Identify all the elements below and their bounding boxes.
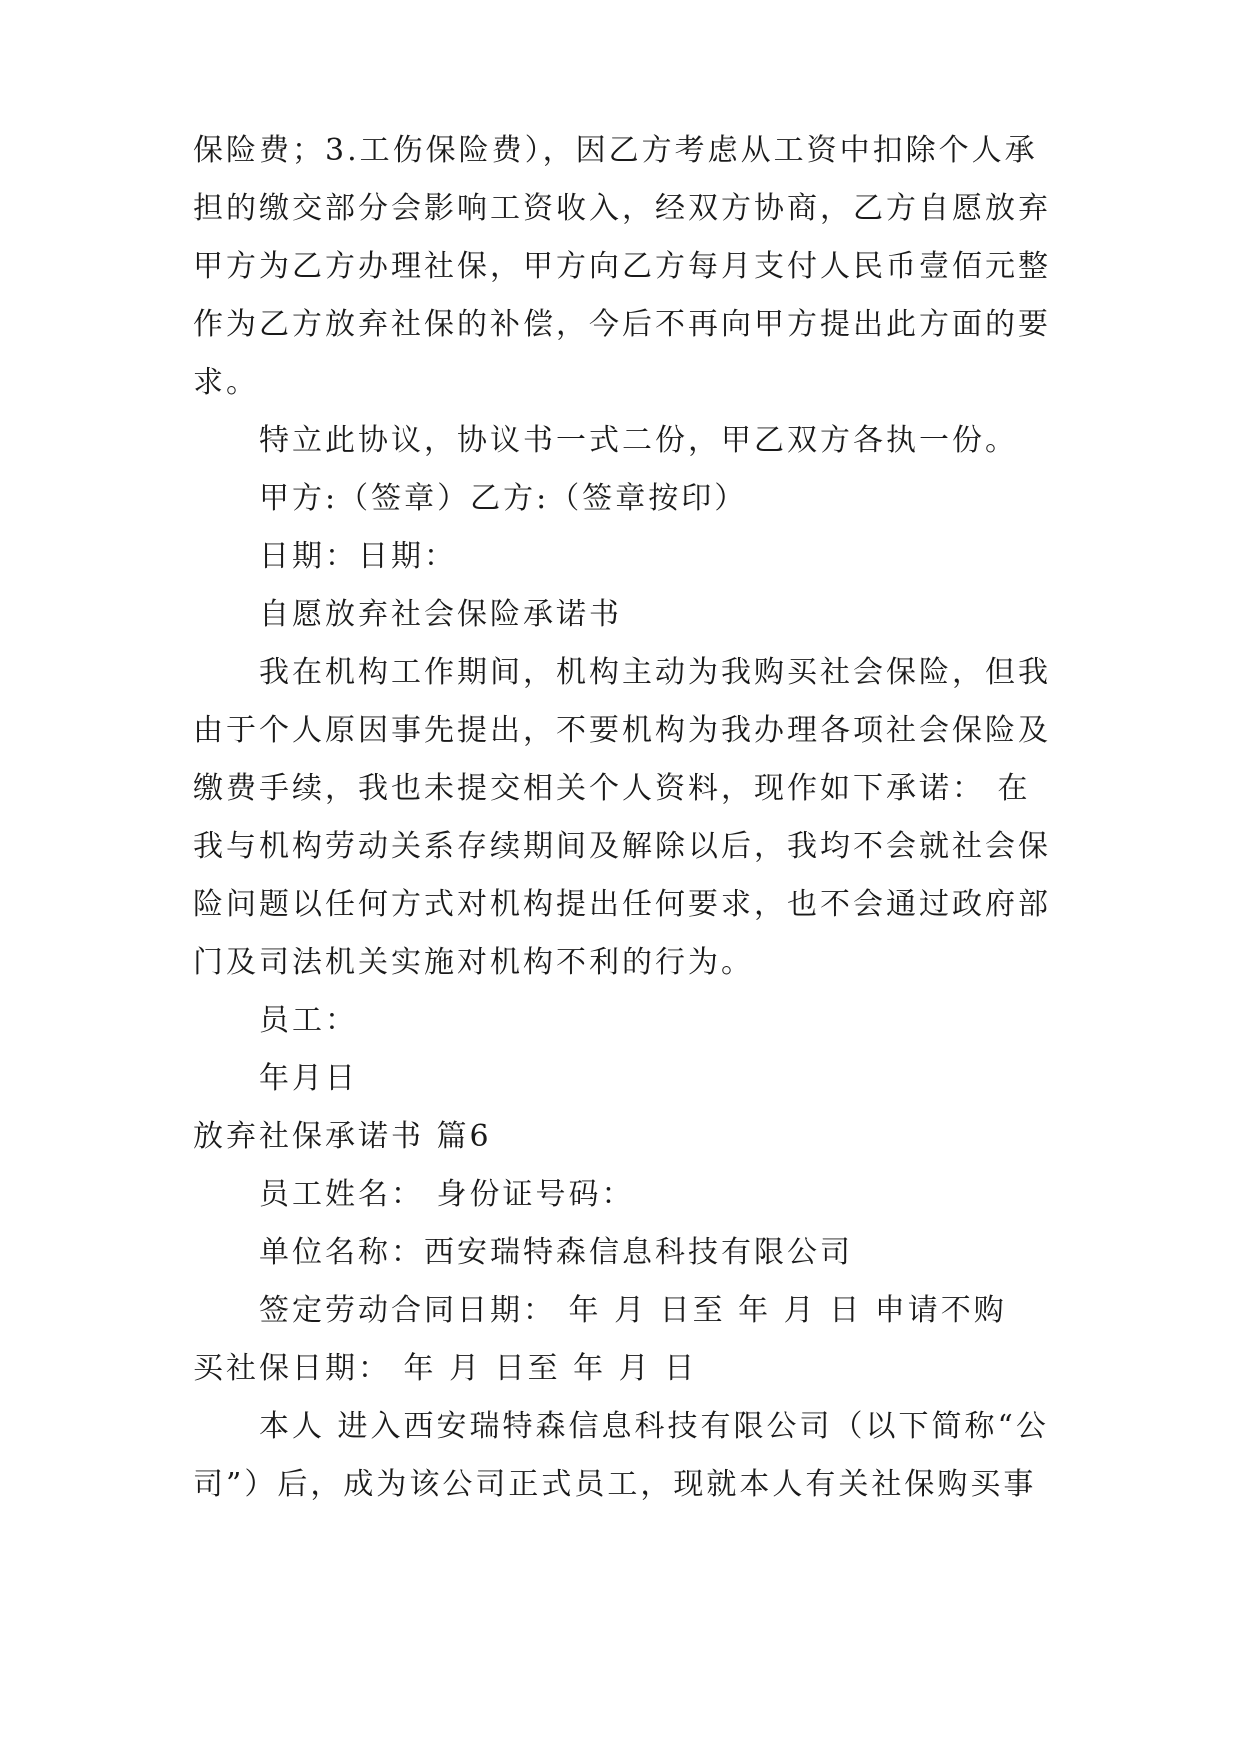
text-line: 担的缴交部分会影响工资收入，经双方协商，乙方自愿放弃 [193, 191, 1051, 226]
document-body [193, 122, 1053, 1514]
section-heading: 放弃社保承诺书 篇6 [193, 1119, 492, 1154]
text-line: 签定劳动合同日期： 年 月 日至 年 月 日 申请不购 [259, 1293, 1007, 1328]
text-line: 司”）后，成为该公司正式员工，现就本人有关社保购买事 [193, 1467, 1037, 1502]
text-line: 我在机构工作期间，机构主动为我购买社会保险，但我 [259, 655, 1051, 690]
text-line: 年月日 [259, 1061, 358, 1096]
text-line: 日期：日期： [259, 539, 457, 574]
text-line: 我与机构劳动关系存续期间及解除以后，我均不会就社会保 [193, 829, 1051, 864]
text-line: 保险费；3.工伤保险费），因乙方考虑从工资中扣除个人承 [193, 133, 1038, 168]
text-line: 甲方:（签章）乙方:（签章按印） [259, 481, 748, 516]
section-title: 自愿放弃社会保险承诺书 [259, 597, 622, 632]
text-line: 由于个人原因事先提出，不要机构为我办理各项社会保险及 [193, 713, 1051, 748]
text-line: 买社保日期： 年 月 日至 年 月 日 [193, 1351, 698, 1386]
text-line: 险问题以任何方式对机构提出任何要求，也不会通过政府部 [193, 887, 1051, 922]
text-line: 门及司法机关实施对机构不利的行为。 [193, 945, 754, 980]
text-line: 本人 进入西安瑞特森信息科技有限公司（以下简称“公 [259, 1409, 1049, 1444]
text-line: 求。 [193, 365, 259, 400]
text-line: 员工： [259, 1003, 358, 1038]
text-line: 员工姓名： 身份证号码： [259, 1177, 635, 1212]
text-line: 特立此协议，协议书一式二份，甲乙双方各执一份。 [259, 423, 1018, 458]
text-line: 缴费手续，我也未提交相关个人资料，现作如下承诺： 在 [193, 771, 1031, 806]
text-line: 单位名称：西安瑞特森信息科技有限公司 [259, 1235, 853, 1270]
text-line: 作为乙方放弃社保的补偿，今后不再向甲方提出此方面的要 [193, 307, 1051, 342]
text-line: 甲方为乙方办理社保，甲方向乙方每月支付人民币壹佰元整 [193, 249, 1051, 284]
